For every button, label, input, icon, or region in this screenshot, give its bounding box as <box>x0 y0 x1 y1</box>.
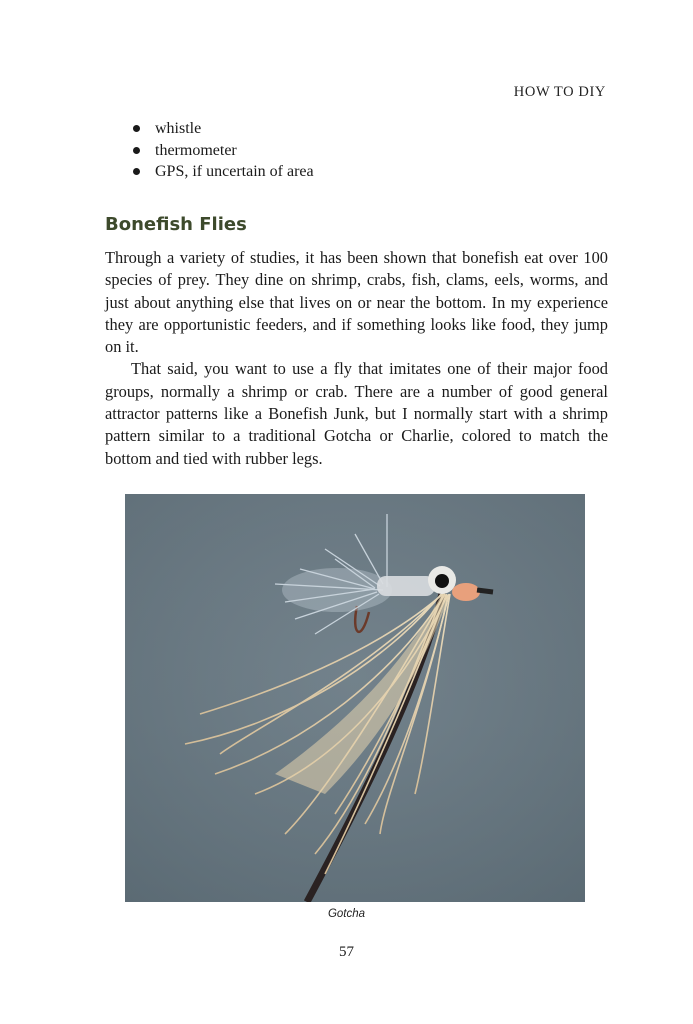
page-number: 57 <box>339 944 354 960</box>
figure-caption: Gotcha <box>327 908 366 920</box>
paragraph: That said, you want to use a fly that imitates one of their major food groups, normally a shrimp or crab. There are a number of good general attractor patterns like a Bonefish Junk, but I normally start with a shrimp pattern similar to a traditional Gotcha or Charlie, colored to match the bottom and tied with rubber legs. <box>105 359 608 468</box>
running-head: HOW TO DIY <box>513 84 606 100</box>
bullet-item: GPS, if uncertain of area <box>133 161 314 183</box>
paragraph: Through a variety of studies, it has been shown that bonefish eat over 100 species of prey. They dine on shrimp, crabs, fish, clams, eels, worms, and just about anything else that lives on or near the bottom. In my experience they are opportunistic feeders, and if something looks like food, they jump on it. <box>105 248 608 357</box>
gotcha-fly-photo <box>125 494 585 902</box>
bullet-item: whistle <box>133 118 314 140</box>
fly-illustration <box>125 494 585 902</box>
equipment-bullet-list <box>133 118 314 183</box>
bullet-item: thermometer <box>133 140 314 162</box>
section-heading: Bonefish Flies <box>105 214 247 235</box>
body-text <box>105 247 608 470</box>
